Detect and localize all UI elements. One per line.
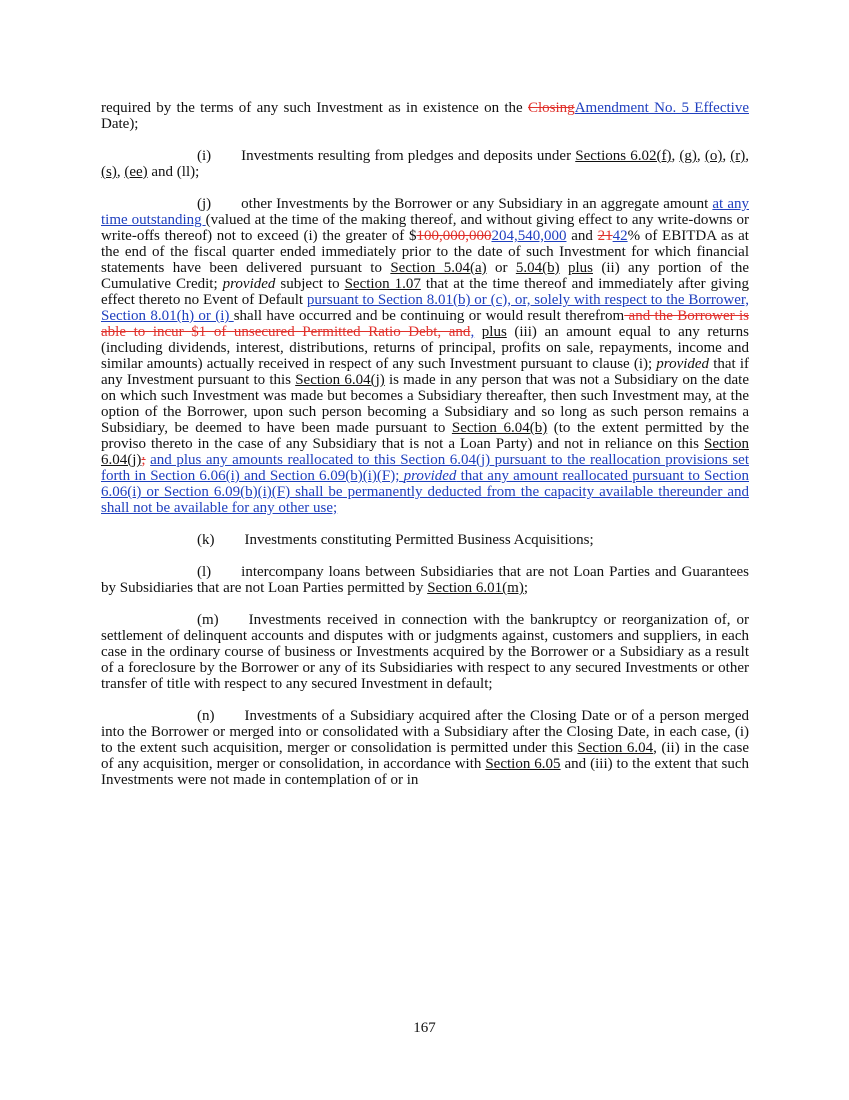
paragraph-k — [101, 532, 749, 548]
paragraph-l — [101, 564, 749, 596]
text-run: % of EBITDA as at the end of the fiscal quarter ended immediately prior to the date of such Investment for which financial statements have been delivered pursuant to — [101, 228, 749, 276]
document-body — [101, 100, 749, 804]
section-reference: Section 6.04(b) — [451, 420, 548, 436]
text-run: , (ii) in the case of any acquisition, merger or consolidation, in accordance with — [101, 740, 749, 772]
text-run: that if any Investment pursuant to this — [101, 356, 749, 388]
text-run: that at the time thereof and immediately after giving effect thereto no Event of Default — [101, 276, 750, 308]
inserted-text: at any time outstanding — [101, 196, 750, 228]
deleted-text: ; — [141, 452, 146, 468]
deleted-text: 100,000,000 — [416, 228, 492, 244]
text-run: and (ll); — [147, 164, 200, 180]
inserted-italic-text: provided — [403, 468, 457, 484]
text-run: (n) Investments of a Subsidiary acquired after the Closing Date or of a person merged into the Borrower or merged into or consolidated with a Subsidiary after the Closing Date, in each case, (i) to the extent such acquisition, merger or consolidation is permitted under this — [101, 708, 749, 756]
inserted-text: Amendment No. 5 Effective — [574, 100, 749, 116]
inserted-text: 42 — [612, 228, 628, 244]
paragraph-n — [101, 708, 749, 788]
section-reference: (g) — [679, 148, 697, 164]
deleted-text: and the Borrower is able to incur $1 of unsecured Permitted Ratio Debt, and — [101, 308, 750, 340]
inserted-text: that any amount reallocated pursuant to Section 6.06(i) or Section 6.09(b)(i)(F) shall be permanently deducted from the capacity available thereunder and shall not be available for any other use; — [101, 468, 750, 516]
section-reference: (ee) — [124, 164, 148, 180]
text-run: or — [486, 260, 516, 276]
text-run: (i) Investments resulting from pledges and deposits under — [197, 148, 576, 164]
section-reference: plus — [481, 324, 507, 340]
section-reference: (r) — [730, 148, 746, 164]
paragraph-j — [101, 196, 749, 516]
text-run: , — [116, 164, 125, 180]
paragraph-intro — [101, 100, 749, 132]
text-run: and — [566, 228, 598, 244]
page-number: 167 — [413, 1020, 436, 1036]
section-reference: (o) — [704, 148, 723, 164]
text-run: and (iii) to the extent that such Investments were not made in contemplation of or in — [101, 756, 749, 788]
section-reference: Section 6.01(m) — [427, 580, 524, 596]
section-reference: Section 6.04(j) — [295, 372, 385, 388]
italic-text: provided — [222, 276, 276, 292]
section-reference: Section 6.04(j) — [101, 436, 749, 468]
text-run: , — [671, 148, 680, 164]
section-reference: 5.04(b) — [515, 260, 560, 276]
text-run: , — [722, 148, 731, 164]
deleted-text: Closing — [528, 100, 575, 116]
section-reference: Section 6.05 — [485, 756, 561, 772]
text-run: (ii) any portion of the Cumulative Credit; — [101, 260, 749, 292]
text-run: (to the extent permitted by the proviso thereto in the case of any Subsidiary that is not a Loan Party) and not in reliance on this — [101, 420, 749, 452]
text-run: , — [745, 148, 749, 164]
text-run: is made in any person that was not a Subsidiary on the date on which such Investment was made but becomes a Subsidiary thereafter, then such Investment may, at the option of the Borrower, upon such person becoming a Subsidiary and so long as such person remains a Subsidiary, be deemed to have been made pursuant to — [101, 372, 749, 436]
text-run — [560, 260, 568, 276]
text-run: ; — [523, 580, 529, 596]
text-run: (j) other Investments by the Borrower or any Subsidiary in an aggregate amount — [197, 196, 713, 212]
text-run: Date); — [101, 116, 139, 132]
section-reference: Section 6.04 — [577, 740, 654, 756]
inserted-text: pursuant to Section 8.01(b) or (c), or, solely with respect to the Borrower, Section 8.01(h) or (i) — [101, 292, 749, 324]
text-run: required by the terms of any such Investment as in existence on the — [101, 100, 528, 116]
inserted-text: , — [470, 324, 475, 340]
italic-text: provided — [656, 356, 710, 372]
text-run: , — [696, 148, 705, 164]
inserted-text: 204,540,000 — [491, 228, 567, 244]
inserted-text: and plus any amounts reallocated to this Section 6.04(j) pursuant to the reallocation provisions set forth in Section 6.06(i) and Section 6.09(b)(i)(F); — [101, 452, 749, 484]
section-reference: Sections 6.02(f) — [575, 148, 672, 164]
text-run: (iii) an amount equal to any returns (including dividends, interest, distributions, returns of principal, profits on sale, repayments, income and similar amounts) actually received in respect of any such Investment pursuant to clause (i); — [101, 324, 749, 372]
paragraph-i — [101, 148, 749, 180]
text-run: (l) intercompany loans between Subsidiaries that are not Loan Parties and Guarantees by Subsidiaries that are not Loan Parties permitted by — [101, 564, 749, 596]
text-run: shall have occurred and be continuing or would result therefrom — [233, 308, 625, 324]
section-reference: (s) — [101, 164, 117, 180]
text-run: (m) Investments received in connection with the bankruptcy or reorganization of, or settlement of delinquent accounts and disputes with or judgments against, customers and suppliers, in each case in the ordinary course of business or Investments acquired by the Borrower or a Subsidiary as a result of a foreclosure by the Borrower or any of its Subsidiaries with respect to any secured Investments or other transfer of title with respect to any secured Investment in default; — [101, 612, 749, 692]
text-run: (k) Investments constituting Permitted Business Acquisitions; — [197, 532, 594, 548]
text-run: (valued at the time of the making thereof, and without giving effect to any write-downs or write-offs thereof) not to exceed (i) the greater of $ — [101, 212, 749, 244]
section-reference: Section 1.07 — [344, 276, 421, 292]
text-run: subject to — [275, 276, 345, 292]
section-reference: Section 5.04(a) — [390, 260, 487, 276]
section-reference: plus — [567, 260, 593, 276]
deleted-text: 21 — [597, 228, 613, 244]
text-run — [474, 324, 482, 340]
paragraph-m — [101, 612, 749, 692]
